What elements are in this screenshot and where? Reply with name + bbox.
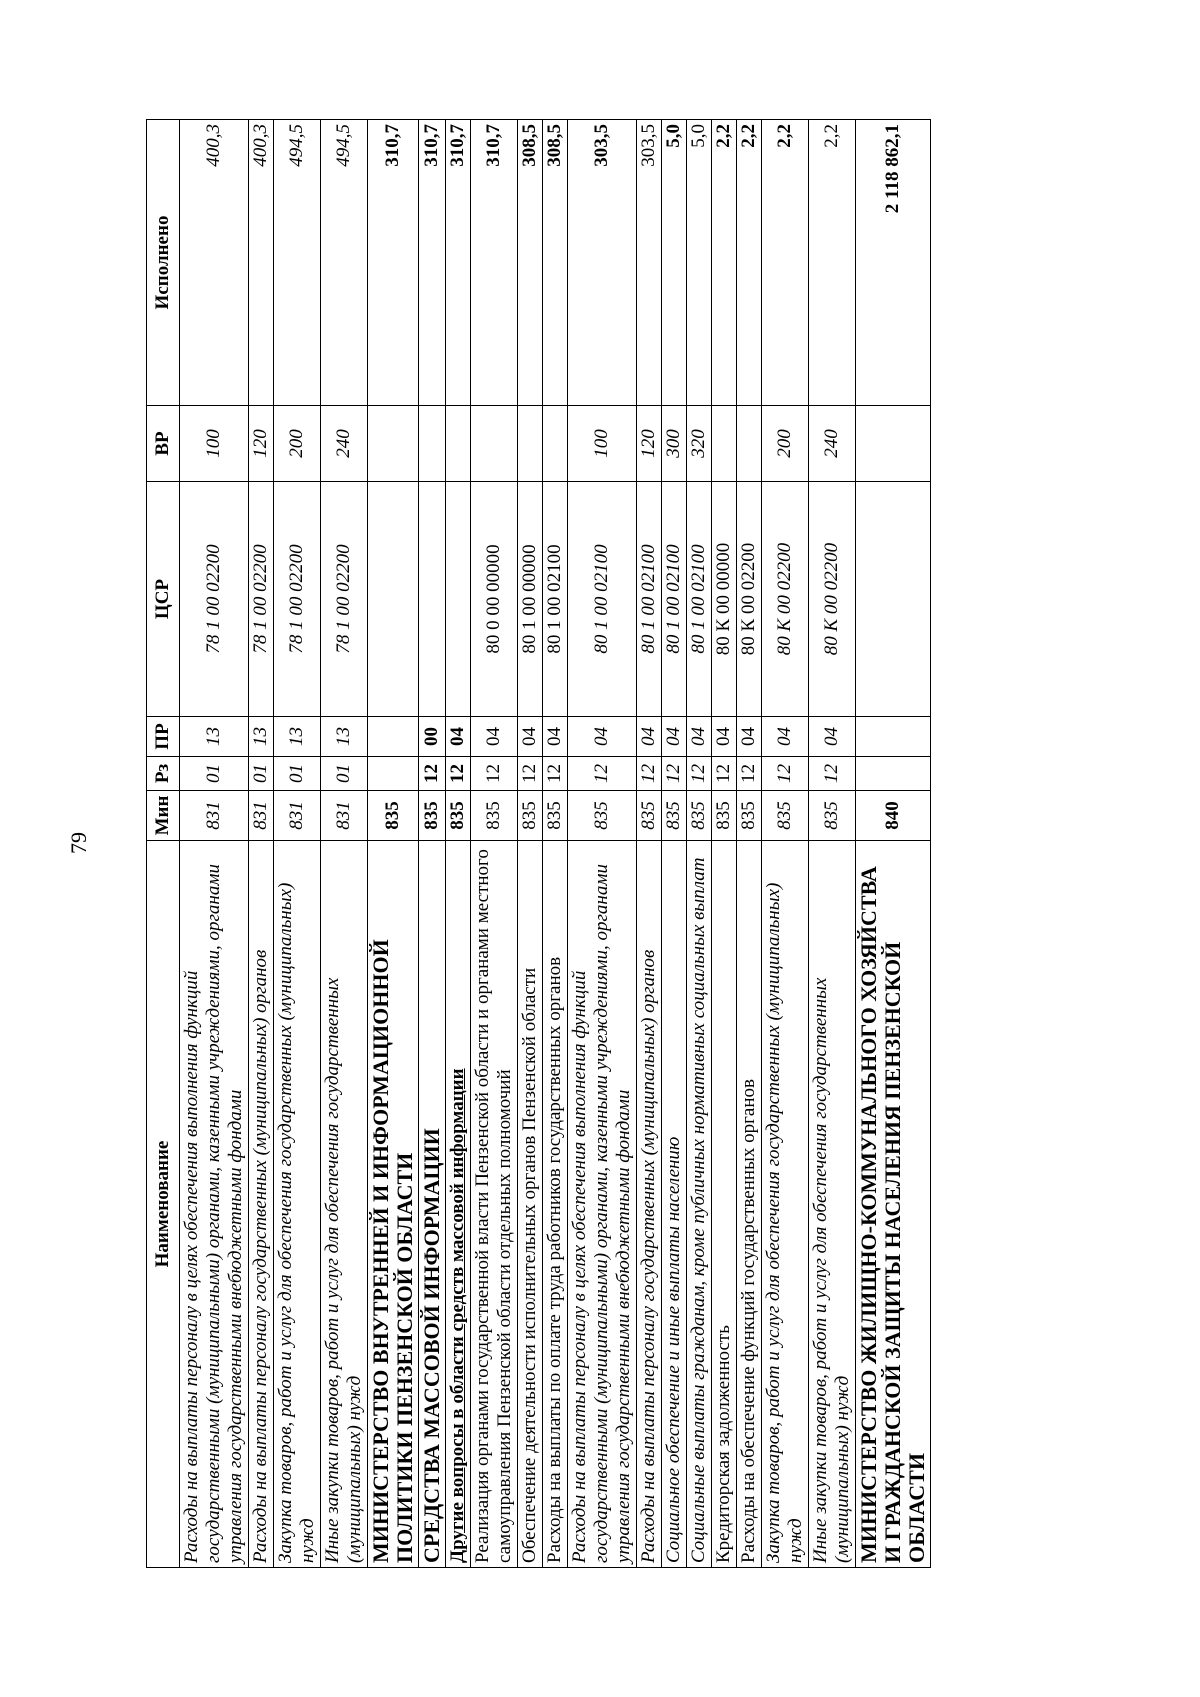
row-executed: 494,5 [321,120,368,406]
row-min: 835 [762,791,809,841]
row-rz [856,757,931,791]
row-pr: 13 [180,717,249,757]
row-csr: 78 1 00 02200 [249,482,274,717]
row-csr [419,482,446,717]
row-csr: 80 К 00 02200 [809,482,856,717]
row-rz: 12 [543,757,568,791]
row-executed: 2,2 [737,120,762,406]
row-min: 835 [446,791,471,841]
row-vr: 240 [321,406,368,482]
row-min: 835 [518,791,543,841]
row-name: Иные закупки товаров, работ и услуг для обеспечения государственных (муниципальных) нужд [321,841,368,1568]
row-min: 835 [737,791,762,841]
row-rz: 12 [637,757,662,791]
row-executed: 5,0 [687,120,712,406]
row-min: 835 [687,791,712,841]
row-min: 835 [712,791,737,841]
row-executed: 303,5 [568,120,637,406]
header-pr: ПР [147,717,180,757]
row-name: МИНИСТЕРСТВО ЖИЛИЩНО-КОММУНАЛЬНОГО ХОЗЯЙСТВА И ГРАЖДАНСКОЙ ЗАЩИТЫ НАСЕЛЕНИЯ ПЕНЗЕНСКОЙ ОБЛАСТИ [856,841,931,1568]
row-executed: 308,5 [543,120,568,406]
row-min: 835 [419,791,446,841]
row-executed: 310,7 [446,120,471,406]
table-row [637,120,662,1568]
row-vr: 100 [180,406,249,482]
row-csr: 80 1 00 02100 [637,482,662,717]
row-vr: 320 [687,406,712,482]
row-rz [368,757,419,791]
row-name: Обеспечение деятельности исполнительных органов Пензенской области [518,841,543,1568]
row-executed: 2,2 [712,120,737,406]
row-rz: 12 [737,757,762,791]
row-min: 831 [321,791,368,841]
row-executed: 2,2 [809,120,856,406]
row-vr [543,406,568,482]
row-executed: 5,0 [662,120,687,406]
row-vr: 300 [662,406,687,482]
row-csr: 80 К 00 00000 [712,482,737,717]
row-csr: 78 1 00 02200 [321,482,368,717]
row-csr: 80 К 00 02200 [737,482,762,717]
row-vr [471,406,518,482]
row-name: МИНИСТЕРСТВО ВНУТРЕННЕЙ И ИНФОРМАЦИОННОЙ ПОЛИТИКИ ПЕНЗЕНСКОЙ ОБЛАСТИ [368,841,419,1568]
row-rz: 01 [180,757,249,791]
row-pr: 04 [637,717,662,757]
header-executed: Исполнено [147,120,180,406]
budget-table-rotated [146,120,1050,1568]
table-row [809,120,856,1568]
table-row [249,120,274,1568]
row-rz: 12 [762,757,809,791]
table-row [446,120,471,1568]
table-row [687,120,712,1568]
row-min: 831 [180,791,249,841]
row-csr: 80 1 00 00000 [518,482,543,717]
row-name [446,841,471,1568]
row-executed: 400,3 [180,120,249,406]
row-vr: 120 [637,406,662,482]
header-min: Мин [147,791,180,841]
row-name: Закупка товаров, работ и услуг для обеспечения государственных (муниципальных) нужд [274,841,321,1568]
row-pr: 04 [568,717,637,757]
budget-table [146,119,931,1568]
row-csr: 80 1 00 02100 [568,482,637,717]
row-pr: 04 [762,717,809,757]
row-name: Закупка товаров, работ и услуг для обеспечения государственных (муниципальных) нужд [762,841,809,1568]
row-csr: 80 1 00 02100 [543,482,568,717]
row-name: Расходы на выплаты персоналу государственных (муниципальных) органов [249,841,274,1568]
row-csr: 78 1 00 02200 [274,482,321,717]
table-row [518,120,543,1568]
table-row [737,120,762,1568]
row-min: 831 [274,791,321,841]
row-vr: 120 [249,406,274,482]
row-pr: 13 [321,717,368,757]
row-pr: 04 [687,717,712,757]
header-vr: ВР [147,406,180,482]
table-header-row [147,120,180,1568]
row-rz: 12 [518,757,543,791]
row-executed: 303,5 [637,120,662,406]
row-name: Расходы на обеспечение функций государственных органов [737,841,762,1568]
row-rz: 12 [446,757,471,791]
table-row [368,120,419,1568]
row-pr: 04 [662,717,687,757]
row-vr: 100 [568,406,637,482]
row-vr: 200 [762,406,809,482]
row-vr: 200 [274,406,321,482]
row-csr: 80 1 00 02100 [662,482,687,717]
table-row [762,120,809,1568]
table-row [321,120,368,1568]
row-vr [368,406,419,482]
row-pr: 04 [543,717,568,757]
row-vr [712,406,737,482]
row-rz: 12 [419,757,446,791]
row-name: СРЕДСТВА МАССОВОЙ ИНФОРМАЦИИ [419,841,446,1568]
row-executed: 2,2 [762,120,809,406]
row-pr: 00 [419,717,446,757]
row-name: Расходы на выплаты персоналу в целях обеспечения выполнения функций государственными (муниципальными) органами, казенными учреждениями, органами управления государственными внебюджетными фондами [180,841,249,1568]
row-name: Расходы на выплаты персоналу государственных (муниципальных) органов [637,841,662,1568]
table-row [180,120,249,1568]
row-vr: 240 [809,406,856,482]
row-min: 835 [368,791,419,841]
row-name: Иные закупки товаров, работ и услуг для обеспечения государственных (муниципальных) нужд [809,841,856,1568]
row-vr [419,406,446,482]
row-csr: 80 К 00 02200 [762,482,809,717]
row-rz: 12 [662,757,687,791]
page-number: 79 [66,832,91,854]
table-row [419,120,446,1568]
row-name: Расходы на выплаты по оплате труда работников государственных органов [543,841,568,1568]
row-min: 831 [249,791,274,841]
row-executed: 310,7 [368,120,419,406]
row-vr [856,406,931,482]
table-row [543,120,568,1568]
row-min: 835 [471,791,518,841]
row-executed: 494,5 [274,120,321,406]
table-row [662,120,687,1568]
row-rz: 12 [568,757,637,791]
row-rz: 12 [712,757,737,791]
row-executed: 308,5 [518,120,543,406]
row-csr [368,482,419,717]
row-pr [856,717,931,757]
row-pr: 04 [446,717,471,757]
row-csr: 80 1 00 02100 [687,482,712,717]
header-rz: Рз [147,757,180,791]
row-rz: 01 [274,757,321,791]
row-name: Социальные выплаты гражданам, кроме публичных нормативных социальных выплат [687,841,712,1568]
header-csr: ЦСР [147,482,180,717]
table-row [568,120,637,1568]
row-name: Реализация органами государственной власти Пензенской области и органами местного самоуправления Пензенской области отдельных полномочий [471,841,518,1568]
table-row [712,120,737,1568]
row-pr: 04 [712,717,737,757]
row-vr [518,406,543,482]
row-rz: 01 [249,757,274,791]
row-executed: 310,7 [419,120,446,406]
row-vr [446,406,471,482]
row-min: 835 [543,791,568,841]
row-rz: 12 [809,757,856,791]
row-pr: 04 [737,717,762,757]
row-executed: 2 118 862,1 [856,120,931,406]
row-vr [737,406,762,482]
row-pr: 13 [249,717,274,757]
row-csr: 80 0 00 00000 [471,482,518,717]
row-min: 835 [568,791,637,841]
row-pr: 04 [809,717,856,757]
row-rz: 12 [687,757,712,791]
row-executed: 400,3 [249,120,274,406]
table-row [471,120,518,1568]
row-name-text: Другие вопросы в области средств массовой информации [447,1068,468,1563]
row-pr: 04 [518,717,543,757]
row-name: Социальное обеспечение и иные выплаты населению [662,841,687,1568]
table-row [856,120,931,1568]
row-pr: 13 [274,717,321,757]
row-rz: 12 [471,757,518,791]
row-csr: 78 1 00 02200 [180,482,249,717]
row-name: Расходы на выплаты персоналу в целях обеспечения выполнения функций государственными (муниципальными) органами, казенными учреждениями, органами управления государственными внебюджетными фондами [568,841,637,1568]
row-pr: 04 [471,717,518,757]
row-min: 835 [637,791,662,841]
row-csr [856,482,931,717]
row-min: 840 [856,791,931,841]
row-min: 835 [662,791,687,841]
row-name: Кредиторская задолженность [712,841,737,1568]
row-csr [446,482,471,717]
row-rz: 01 [321,757,368,791]
row-min: 835 [809,791,856,841]
header-name: Наименование [147,841,180,1568]
row-pr [368,717,419,757]
row-executed: 310,7 [471,120,518,406]
table-row [274,120,321,1568]
